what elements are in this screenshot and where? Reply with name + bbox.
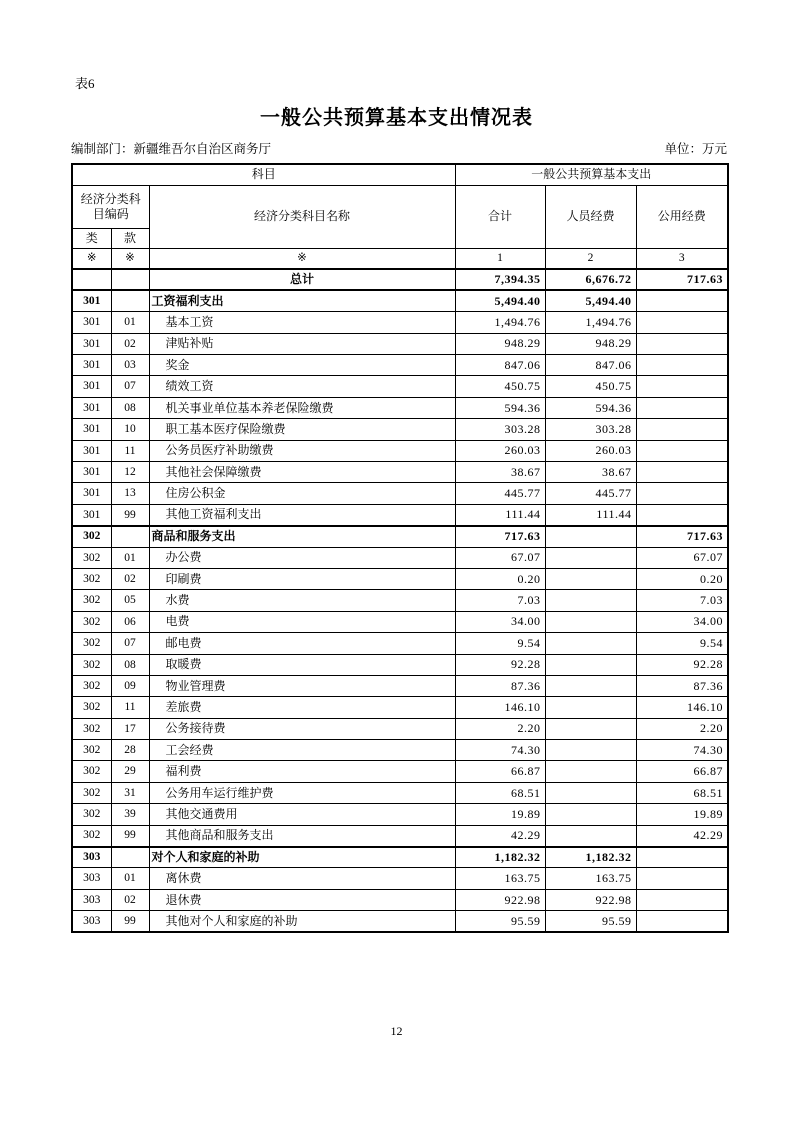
- public-value: 87.36: [636, 675, 728, 696]
- personnel-value: 1,182.32: [545, 847, 636, 868]
- table-row: [72, 740, 728, 761]
- table-body: [72, 269, 728, 932]
- table-row: [72, 462, 728, 483]
- econ-class-code: 302: [72, 675, 111, 696]
- econ-section-code: 10: [111, 419, 149, 440]
- personnel-value: [545, 782, 636, 803]
- public-value: 717.63: [636, 269, 728, 290]
- econ-section-code: 06: [111, 611, 149, 632]
- personnel-value: 922.98: [545, 889, 636, 910]
- econ-class-code: 302: [72, 740, 111, 761]
- personnel-value: 111.44: [545, 504, 636, 525]
- total-value: 163.75: [455, 868, 545, 889]
- personnel-value: 6,676.72: [545, 269, 636, 290]
- header-total: 合计: [455, 185, 545, 248]
- econ-section-code: 99: [111, 825, 149, 846]
- econ-section-code: 13: [111, 483, 149, 504]
- total-value: 42.29: [455, 825, 545, 846]
- subject-name: 商品和服务支出: [149, 526, 455, 547]
- total-value: 34.00: [455, 611, 545, 632]
- econ-class-code: 301: [72, 312, 111, 333]
- personnel-value: [545, 590, 636, 611]
- header-class-code: 类: [72, 228, 111, 248]
- public-value: 0.20: [636, 568, 728, 589]
- econ-section-code: 08: [111, 654, 149, 675]
- table-row: [72, 804, 728, 825]
- personnel-value: 450.75: [545, 376, 636, 397]
- subject-name: 基本工资: [149, 312, 455, 333]
- econ-class-code: 301: [72, 419, 111, 440]
- header-public: 公用经费: [636, 185, 728, 248]
- public-value: 92.28: [636, 654, 728, 675]
- econ-section-code: 31: [111, 782, 149, 803]
- subject-name: 工资福利支出: [149, 290, 455, 311]
- ref-name: ※: [149, 248, 455, 269]
- subject-name: 工会经费: [149, 740, 455, 761]
- econ-class-code: 301: [72, 397, 111, 418]
- table-row: [72, 333, 728, 354]
- econ-section-code: 09: [111, 675, 149, 696]
- table-row: [72, 911, 728, 932]
- public-value: [636, 376, 728, 397]
- table-row: [72, 440, 728, 461]
- budget-table: [71, 163, 729, 933]
- subject-name: 公务用车运行维护费: [149, 782, 455, 803]
- personnel-value: 594.36: [545, 397, 636, 418]
- total-value: 66.87: [455, 761, 545, 782]
- econ-class-code: 301: [72, 483, 111, 504]
- total-value: 67.07: [455, 547, 545, 568]
- total-value: 450.75: [455, 376, 545, 397]
- econ-section-code: 03: [111, 355, 149, 376]
- subject-name: 对个人和家庭的补助: [149, 847, 455, 868]
- econ-section-code: 02: [111, 568, 149, 589]
- econ-section-code: 07: [111, 376, 149, 397]
- personnel-value: 847.06: [545, 355, 636, 376]
- table-label: 表6: [75, 76, 95, 91]
- econ-section-code: 17: [111, 718, 149, 739]
- header-section-code: 款: [111, 228, 149, 248]
- econ-class-code: 302: [72, 761, 111, 782]
- econ-class-code: 302: [72, 590, 111, 611]
- public-value: 146.10: [636, 697, 728, 718]
- table-row: [72, 718, 728, 739]
- personnel-value: [545, 547, 636, 568]
- personnel-value: [545, 825, 636, 846]
- personnel-value: 445.77: [545, 483, 636, 504]
- subject-name: 电费: [149, 611, 455, 632]
- meta-row: [71, 139, 727, 157]
- table-row: [72, 633, 728, 654]
- total-value: 7,394.35: [455, 269, 545, 290]
- public-value: 34.00: [636, 611, 728, 632]
- table-row: [72, 376, 728, 397]
- personnel-value: [545, 697, 636, 718]
- public-value: [636, 333, 728, 354]
- econ-section-code: 05: [111, 590, 149, 611]
- public-value: [636, 397, 728, 418]
- personnel-value: [545, 654, 636, 675]
- public-value: [636, 868, 728, 889]
- table-row: [72, 290, 728, 311]
- total-value: 1,182.32: [455, 847, 545, 868]
- total-value: 594.36: [455, 397, 545, 418]
- table-row: [72, 269, 728, 290]
- econ-class-code: 301: [72, 333, 111, 354]
- public-value: [636, 355, 728, 376]
- personnel-value: 38.67: [545, 462, 636, 483]
- econ-class-code: 302: [72, 547, 111, 568]
- econ-class-code: 301: [72, 504, 111, 525]
- total-value: 68.51: [455, 782, 545, 803]
- subject-name: 津贴补贴: [149, 333, 455, 354]
- econ-class-code: 303: [72, 847, 111, 868]
- header-subject-name: 经济分类科目名称: [149, 185, 455, 248]
- public-value: 66.87: [636, 761, 728, 782]
- subject-name: 职工基本医疗保险缴费: [149, 419, 455, 440]
- subject-name: 其他对个人和家庭的补助: [149, 911, 455, 932]
- personnel-value: 5,494.40: [545, 290, 636, 311]
- personnel-value: 95.59: [545, 911, 636, 932]
- econ-class-code: 302: [72, 804, 111, 825]
- econ-class-code: 302: [72, 782, 111, 803]
- total-value: 111.44: [455, 504, 545, 525]
- econ-section-code: 08: [111, 397, 149, 418]
- table-row: [72, 547, 728, 568]
- subject-name: 总计: [149, 269, 455, 290]
- personnel-value: [545, 804, 636, 825]
- header-row-groups: [72, 164, 728, 185]
- public-value: [636, 462, 728, 483]
- col-number-public: 3: [636, 248, 728, 269]
- econ-class-code: 302: [72, 697, 111, 718]
- public-value: 7.03: [636, 590, 728, 611]
- public-value: [636, 847, 728, 868]
- public-value: [636, 889, 728, 910]
- public-value: 42.29: [636, 825, 728, 846]
- total-value: 92.28: [455, 654, 545, 675]
- econ-section-code: 02: [111, 889, 149, 910]
- public-value: [636, 440, 728, 461]
- econ-section-code: 01: [111, 547, 149, 568]
- total-value: 5,494.40: [455, 290, 545, 311]
- table-row: [72, 419, 728, 440]
- table-row: [72, 590, 728, 611]
- econ-class-code: 302: [72, 654, 111, 675]
- public-value: 67.07: [636, 547, 728, 568]
- subject-name: 其他交通费用: [149, 804, 455, 825]
- table-row: [72, 504, 728, 525]
- total-value: 95.59: [455, 911, 545, 932]
- subject-name: 水费: [149, 590, 455, 611]
- public-value: 2.20: [636, 718, 728, 739]
- total-value: 146.10: [455, 697, 545, 718]
- personnel-value: 303.28: [545, 419, 636, 440]
- table-row: [72, 312, 728, 333]
- page-number: 12: [390, 1024, 403, 1038]
- econ-class-code: 302: [72, 633, 111, 654]
- econ-class-code: 302: [72, 526, 111, 547]
- subject-name: 机关事业单位基本养老保险缴费: [149, 397, 455, 418]
- econ-section-code: [111, 526, 149, 547]
- personnel-value: [545, 633, 636, 654]
- ref-class: ※: [72, 248, 111, 269]
- econ-class-code: 303: [72, 868, 111, 889]
- econ-class-code: 301: [72, 355, 111, 376]
- subject-name: 办公费: [149, 547, 455, 568]
- econ-section-code: 99: [111, 504, 149, 525]
- personnel-value: [545, 761, 636, 782]
- table-row: [72, 697, 728, 718]
- unit-label: 单位：万元: [664, 142, 727, 156]
- table-row: [72, 847, 728, 868]
- subject-name: 住房公积金: [149, 483, 455, 504]
- econ-class-code: 301: [72, 462, 111, 483]
- econ-class-code: 302: [72, 568, 111, 589]
- public-value: [636, 504, 728, 525]
- header-row-refs: [72, 248, 728, 269]
- subject-name: 福利费: [149, 761, 455, 782]
- econ-section-code: 02: [111, 333, 149, 354]
- public-value: 74.30: [636, 740, 728, 761]
- econ-section-code: 12: [111, 462, 149, 483]
- table-row: [72, 483, 728, 504]
- econ-class-code: 303: [72, 889, 111, 910]
- col-number-total: 1: [455, 248, 545, 269]
- total-value: 74.30: [455, 740, 545, 761]
- public-value: 717.63: [636, 526, 728, 547]
- subject-name: 物业管理费: [149, 675, 455, 696]
- econ-section-code: 29: [111, 761, 149, 782]
- table-row: [72, 397, 728, 418]
- econ-class-code: 302: [72, 718, 111, 739]
- total-value: 922.98: [455, 889, 545, 910]
- total-value: 303.28: [455, 419, 545, 440]
- header-subject: 科目: [72, 164, 455, 185]
- page-title: 一般公共预算基本支出情况表: [260, 107, 533, 129]
- header-row-columns: [72, 185, 728, 228]
- econ-section-code: 01: [111, 312, 149, 333]
- subject-name: 印刷费: [149, 568, 455, 589]
- total-value: 87.36: [455, 675, 545, 696]
- prepared-by-label: 编制部门：新疆维吾尔自治区商务厅: [71, 142, 272, 156]
- subject-name: 其他社会保障缴费: [149, 462, 455, 483]
- public-value: 19.89: [636, 804, 728, 825]
- public-value: [636, 483, 728, 504]
- header-code-group: 经济分类科目编码: [72, 185, 149, 228]
- econ-section-code: [111, 269, 149, 290]
- econ-class-code: [72, 269, 111, 290]
- econ-section-code: [111, 847, 149, 868]
- table-row: [72, 868, 728, 889]
- econ-class-code: 301: [72, 290, 111, 311]
- public-value: [636, 419, 728, 440]
- table-row: [72, 782, 728, 803]
- total-value: 1,494.76: [455, 312, 545, 333]
- personnel-value: [545, 526, 636, 547]
- subject-name: 差旅费: [149, 697, 455, 718]
- subject-name: 绩效工资: [149, 376, 455, 397]
- personnel-value: [545, 740, 636, 761]
- subject-name: 其他商品和服务支出: [149, 825, 455, 846]
- personnel-value: 1,494.76: [545, 312, 636, 333]
- total-value: 9.54: [455, 633, 545, 654]
- personnel-value: 948.29: [545, 333, 636, 354]
- personnel-value: 260.03: [545, 440, 636, 461]
- econ-section-code: 11: [111, 440, 149, 461]
- total-value: 948.29: [455, 333, 545, 354]
- total-value: 38.67: [455, 462, 545, 483]
- econ-section-code: 01: [111, 868, 149, 889]
- subject-name: 邮电费: [149, 633, 455, 654]
- total-value: 19.89: [455, 804, 545, 825]
- header-personnel: 人员经费: [545, 185, 636, 248]
- header-budget-group: 一般公共预算基本支出: [455, 164, 728, 185]
- table-row: [72, 825, 728, 846]
- subject-name: 离休费: [149, 868, 455, 889]
- table-row: [72, 654, 728, 675]
- total-value: 7.03: [455, 590, 545, 611]
- public-value: 68.51: [636, 782, 728, 803]
- subject-name: 公务接待费: [149, 718, 455, 739]
- table-row: [72, 355, 728, 376]
- subject-name: 公务员医疗补助缴费: [149, 440, 455, 461]
- econ-class-code: 301: [72, 376, 111, 397]
- subject-name: 奖金: [149, 355, 455, 376]
- public-value: [636, 290, 728, 311]
- econ-section-code: 39: [111, 804, 149, 825]
- econ-class-code: 303: [72, 911, 111, 932]
- subject-name: 其他工资福利支出: [149, 504, 455, 525]
- total-value: 717.63: [455, 526, 545, 547]
- public-value: [636, 911, 728, 932]
- personnel-value: [545, 611, 636, 632]
- personnel-value: [545, 675, 636, 696]
- table-row: [72, 889, 728, 910]
- ref-section: ※: [111, 248, 149, 269]
- subject-name: 退休费: [149, 889, 455, 910]
- econ-section-code: 99: [111, 911, 149, 932]
- total-value: 260.03: [455, 440, 545, 461]
- econ-class-code: 301: [72, 440, 111, 461]
- public-value: 9.54: [636, 633, 728, 654]
- econ-section-code: 28: [111, 740, 149, 761]
- public-value: [636, 312, 728, 333]
- personnel-value: 163.75: [545, 868, 636, 889]
- total-value: 2.20: [455, 718, 545, 739]
- econ-section-code: [111, 290, 149, 311]
- econ-class-code: 302: [72, 825, 111, 846]
- table-row: [72, 761, 728, 782]
- table-row: [72, 568, 728, 589]
- table-row: [72, 526, 728, 547]
- subject-name: 取暖费: [149, 654, 455, 675]
- econ-section-code: 11: [111, 697, 149, 718]
- total-value: 445.77: [455, 483, 545, 504]
- personnel-value: [545, 568, 636, 589]
- table-row: [72, 675, 728, 696]
- table-row: [72, 611, 728, 632]
- total-value: 0.20: [455, 568, 545, 589]
- col-number-personnel: 2: [545, 248, 636, 269]
- econ-class-code: 302: [72, 611, 111, 632]
- personnel-value: [545, 718, 636, 739]
- total-value: 847.06: [455, 355, 545, 376]
- econ-section-code: 07: [111, 633, 149, 654]
